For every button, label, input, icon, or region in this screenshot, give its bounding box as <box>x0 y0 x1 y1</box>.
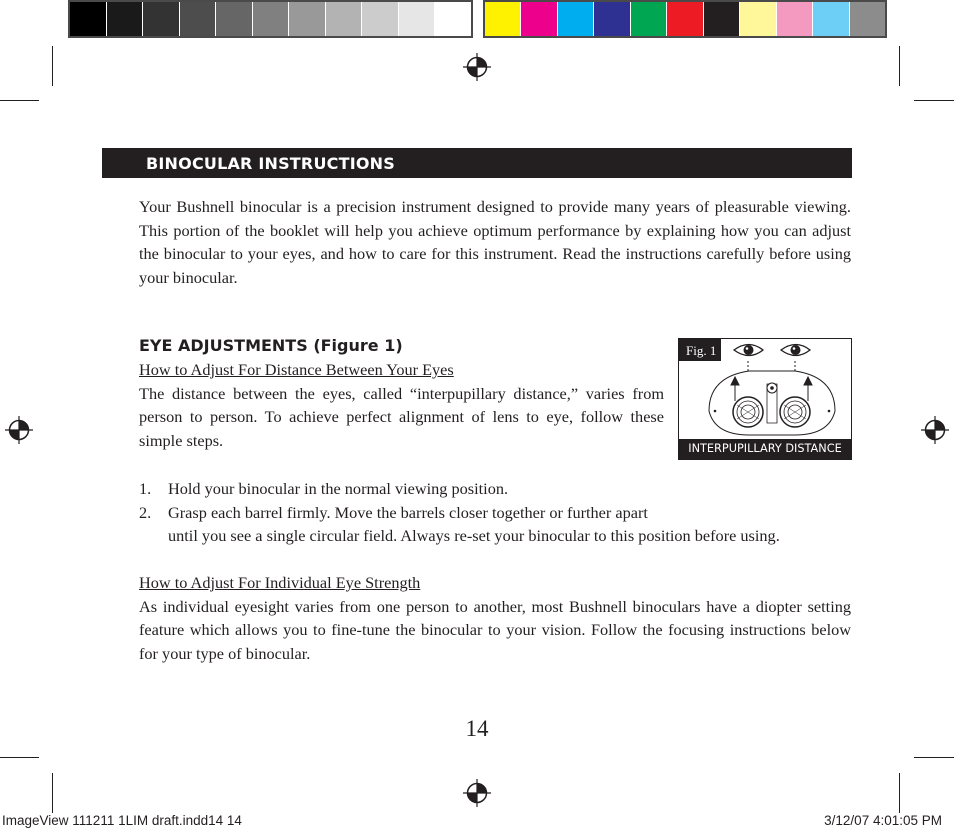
footer-filename: ImageView 111211 1LIM draft.indd14 14 <box>2 813 242 828</box>
gray-swatch <box>289 2 326 36</box>
right-eye-icon <box>781 345 810 356</box>
gray-swatch <box>326 2 363 36</box>
color-swatch <box>704 2 740 36</box>
intro-paragraph: Your Bushnell binocular is a precision instrument designed to provide many years of pleasurable viewing. This portion of the booklet will help you achieve optimum performance by explaining how you can adjust the binocular to your eyes, and how to care for this instrument. Read the instructions carefully before using your binocular. <box>139 197 851 287</box>
figure-caption: INTERPUPILLARY DISTANCE <box>679 439 851 459</box>
gray-swatch <box>435 2 471 36</box>
strength-paragraph: As individual eyesight varies from one person to another, most Bushnell binoculars have a diopter setting feature which allows you to fine-tune the binocular to your vision. Follow the focusing instructions below for your type of binocular. <box>139 596 851 663</box>
color-swatch <box>777 2 813 36</box>
color-swatch <box>740 2 776 36</box>
step-text: Hold your binocular in the normal viewing position. <box>168 479 509 498</box>
color-swatch <box>485 2 521 36</box>
color-swatch <box>667 2 703 36</box>
gray-swatch <box>362 2 399 36</box>
gray-swatch <box>253 2 290 36</box>
color-swatch <box>850 2 885 36</box>
color-swatch <box>594 2 630 36</box>
color-swatch <box>521 2 557 36</box>
registration-mark-icon <box>920 415 950 445</box>
step-text: Grasp each barrel firmly. Move the barrels closer together or further apart <box>168 502 648 522</box>
grayscale-color-bar <box>68 0 473 38</box>
distance-subheading: How to Adjust For Distance Between Your Eyes <box>139 360 454 379</box>
step-number: 1. <box>139 479 152 498</box>
list-item <box>139 501 851 525</box>
figure-label: Fig. 1 <box>679 339 721 361</box>
registration-mark-icon <box>4 415 34 445</box>
strength-subheading: How to Adjust For Individual Eye Strength <box>139 573 421 592</box>
color-swatch <box>631 2 667 36</box>
page-number: 14 <box>465 716 489 741</box>
section-title: BINOCULAR INSTRUCTIONS <box>102 148 852 178</box>
process-color-bar <box>483 0 887 38</box>
steps-list <box>139 477 851 548</box>
color-swatch <box>558 2 594 36</box>
step-number: 2. <box>139 502 152 522</box>
gray-swatch <box>107 2 144 36</box>
footer-timestamp: 3/12/07 4:01:05 PM <box>824 813 942 828</box>
figure-1 <box>678 338 852 460</box>
gray-swatch <box>143 2 180 36</box>
binocular-illustration-icon <box>679 339 851 439</box>
distance-section <box>139 358 664 452</box>
registration-mark-icon <box>462 52 492 82</box>
left-eye-icon <box>734 345 763 356</box>
strength-section <box>139 571 851 665</box>
gray-swatch <box>216 2 253 36</box>
registration-mark-icon <box>462 778 492 808</box>
color-swatch <box>813 2 849 36</box>
eye-adjustments-heading: EYE ADJUSTMENTS (Figure 1) <box>139 336 403 355</box>
gray-swatch <box>70 2 107 36</box>
gray-swatch <box>399 2 436 36</box>
step-continuation: until you see a single circular field. Always re-set your binocular to this position before using. <box>168 526 780 545</box>
distance-paragraph: The distance between the eyes, called “interpupillary distance,” varies from person to person. To achieve perfect alignment of lens to eye, follow these simple steps. <box>139 383 664 450</box>
list-item <box>139 477 851 501</box>
gray-swatch <box>180 2 217 36</box>
